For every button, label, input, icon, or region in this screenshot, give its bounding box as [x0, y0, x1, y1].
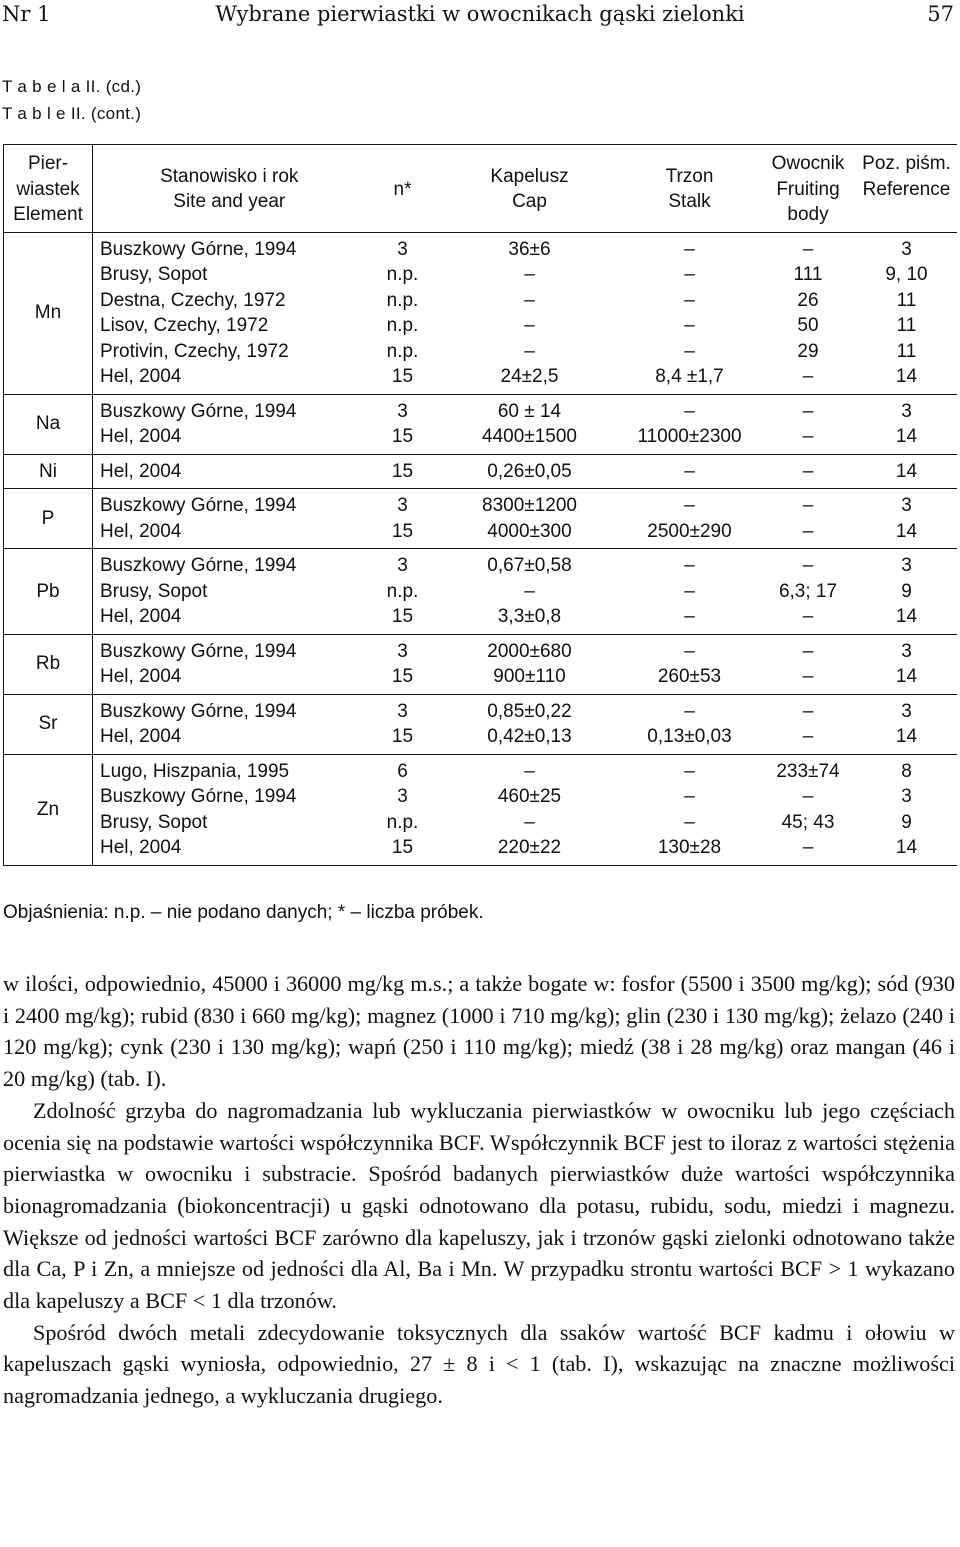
header-cap: Kapelusz Cap — [440, 145, 620, 233]
cell-value: – — [684, 400, 695, 422]
cell-value: – — [684, 640, 695, 662]
cell-value: 24±2,5 — [500, 366, 559, 387]
element-cell: Ni — [4, 454, 93, 489]
cell-value: 3,3±0,8 — [497, 606, 562, 627]
cell-value: Brusy, Sopot — [100, 811, 208, 833]
cell-value: 3 — [901, 495, 912, 516]
reference-cell — [857, 454, 957, 489]
cell-value: 11000±2300 — [637, 426, 742, 447]
cell-value: – — [524, 315, 535, 336]
cap-cell — [440, 694, 620, 754]
fruiting-body-cell — [760, 454, 857, 489]
cell-value: Brusy, Sopot — [100, 264, 208, 285]
cell-value: 4400±1500 — [482, 426, 577, 447]
fruiting-body-cell — [760, 489, 857, 549]
cell-value: – — [684, 264, 695, 285]
site-cell — [93, 489, 366, 549]
page-number: 57 — [927, 2, 954, 26]
cell-value: – — [802, 700, 814, 722]
cell-value: 3 — [397, 400, 408, 422]
cell-value: – — [684, 760, 695, 782]
cell-value: 3 — [397, 238, 408, 260]
cell-value: 14 — [895, 606, 918, 627]
cell-value: Hel, 2004 — [100, 520, 182, 542]
cell-value: 3 — [397, 640, 408, 662]
cell-value: – — [684, 495, 695, 516]
element-cell: Mn — [4, 232, 93, 394]
fruiting-body-cell — [760, 634, 857, 694]
cell-value: 3 — [901, 555, 912, 576]
n-cell — [366, 634, 440, 694]
cell-value: Lugo, Hiszpania, 1995 — [100, 760, 290, 782]
cell-value: 15 — [391, 520, 414, 542]
reference-cell — [857, 394, 957, 454]
cell-value: 3 — [901, 400, 912, 422]
n-cell — [366, 694, 440, 754]
cell-value: 900±110 — [493, 666, 566, 687]
stalk-cell — [620, 489, 760, 549]
stalk-cell — [620, 549, 760, 635]
cell-value: Hel, 2004 — [100, 366, 182, 387]
cell-value: Hel, 2004 — [100, 666, 182, 687]
cell-value: – — [802, 426, 814, 447]
cell-value: 9 — [901, 580, 912, 602]
cell-value: Brusy, Sopot — [100, 580, 208, 602]
table-caption-en: T a b l e II. (cont.) — [2, 104, 142, 123]
cell-value: – — [802, 786, 814, 807]
cell-value: 9, 10 — [885, 264, 928, 285]
cell-value: 14 — [895, 520, 918, 542]
cell-value: 45; 43 — [781, 811, 835, 833]
cell-value: Hel, 2004 — [100, 460, 182, 482]
cap-cell — [440, 549, 620, 635]
table-row — [4, 394, 957, 454]
cell-value: 8,4 ±1,7 — [655, 366, 724, 387]
cell-value: 11 — [896, 289, 917, 311]
cell-value: 15 — [391, 366, 414, 387]
table-row — [4, 232, 957, 394]
cell-value: 11 — [896, 315, 917, 336]
cell-value: Destna, Czechy, 1972 — [100, 289, 286, 311]
cell-value: – — [524, 580, 535, 602]
n-cell — [366, 489, 440, 549]
header-reference: Poz. piśm. Reference — [857, 145, 957, 233]
cell-value: n.p. — [386, 340, 419, 362]
cell-value: – — [802, 640, 814, 662]
cell-value: 0,42±0,13 — [487, 726, 572, 747]
reference-cell — [857, 634, 957, 694]
cell-value: 3 — [397, 555, 408, 576]
cell-value: 60 ± 14 — [497, 400, 562, 422]
table-notes: Objaśnienia: n.p. – nie podano danych; * – liczba próbek. — [3, 902, 484, 923]
cell-value: 0,85±0,22 — [487, 700, 572, 722]
cell-value: 26 — [797, 289, 819, 311]
fruiting-body-cell — [760, 232, 857, 394]
cell-value: 260±53 — [657, 666, 722, 687]
header-stalk: Trzon Stalk — [620, 145, 760, 233]
cell-value: 14 — [895, 666, 918, 687]
fruiting-body-cell — [760, 394, 857, 454]
cell-value: 130±28 — [657, 837, 722, 858]
cell-value: 15 — [391, 460, 414, 482]
reference-cell — [857, 754, 957, 865]
stalk-cell — [620, 232, 760, 394]
cell-value: 3 — [901, 786, 912, 807]
cell-value: – — [802, 606, 814, 627]
cell-value: Buszkowy Górne, 1994 — [100, 555, 297, 576]
cell-value: 15 — [391, 426, 414, 447]
cell-value: 6,3; 17 — [778, 580, 838, 602]
cell-value: – — [802, 400, 814, 422]
cell-value: 36±6 — [508, 238, 551, 260]
header-site: Stanowisko i rok Site and year — [93, 145, 366, 233]
cell-value: n.p. — [386, 289, 419, 311]
cap-cell — [440, 394, 620, 454]
element-cell: Zn — [4, 754, 93, 865]
cap-cell — [440, 232, 620, 394]
paragraph: w ilości, odpowiednio, 45000 i 36000 mg/kg m.s.; a także bogate w: fosfor (5500 i 3500 mg/kg); sód (930 i 2400 mg/kg); rubid (830 i 660 mg/kg); magnez (1000 i 710 mg/kg); glin (230 i 130 mg/kg); żelazo (240 i 120 mg/kg); cynk (230 i 130 mg/kg); wapń (250 i 110 mg/kg); miedź (38 i 28 mg/kg) oraz mangan (46 i 20 mg/kg) (tab. I). — [3, 971, 955, 1092]
table-row — [4, 694, 957, 754]
cell-value: – — [684, 460, 695, 482]
stalk-cell — [620, 754, 760, 865]
cell-value: 6 — [397, 760, 408, 782]
stalk-cell — [620, 634, 760, 694]
site-cell — [93, 754, 366, 865]
cell-value: – — [684, 289, 695, 311]
site-cell — [93, 549, 366, 635]
paragraph: Spośród dwóch metali zdecydowanie toksycznych dla ssaków wartość BCF kadmu i ołowiu w kapeluszach gąski wyniosła, odpowiednio, 27 ± 8 i < 1 (tab. I), wskazując na znaczne możliwości nagromadzania jednego, a wykluczania drugiego. — [3, 1319, 955, 1409]
header-n: n* — [366, 145, 440, 233]
cell-value: Hel, 2004 — [100, 837, 182, 858]
stalk-cell — [620, 454, 760, 489]
cell-value: – — [684, 811, 695, 833]
cell-value: 2000±680 — [487, 640, 572, 662]
running-title: Wybrane pierwiastki w owocnikach gąski zielonki — [215, 2, 745, 26]
issue-number: Nr 1 — [2, 2, 51, 26]
table-header-row — [4, 145, 957, 233]
paragraph: Zdolność grzyba do nagromadzania lub wykluczania pierwiastków w owocniku lub jego częściach ocenia się na podstawie wartości współczynnika BCF. Współczynnik BCF jest to iloraz z wartości stężenia pierwiastka w owocniku i substracie. Spośród badanych pierwiastków duże wartości współczynnika bionagromadzania (biokoncentracji) u gąski odnotowano dla potasu, rubidu, sodu, miedzi i magnezu. Większe od jedności wartości BCF zarówno dla kapeluszy, jak i trzonów gąski zielonki odnotowano także dla Ca, P i Zn, a mniejsze od jedności dla Al, Ba i Mn. W przypadku strontu wartości BCF > 1 wykazano dla kapeluszy a BCF < 1 dla trzonów. — [3, 1097, 955, 1314]
cell-value: Lisov, Czechy, 1972 — [100, 315, 269, 336]
table-row — [4, 489, 957, 549]
cell-value: Hel, 2004 — [100, 426, 182, 447]
cell-value: – — [684, 555, 695, 576]
n-cell — [366, 232, 440, 394]
cell-value: Protivin, Czechy, 1972 — [100, 340, 289, 362]
reference-cell — [857, 232, 957, 394]
cell-value: – — [684, 580, 695, 602]
cell-value: 8 — [901, 760, 912, 782]
header-element: Pier- wiastek Element — [4, 145, 93, 233]
cell-value: – — [802, 366, 814, 387]
site-cell — [93, 454, 366, 489]
running-header — [0, 2, 960, 32]
cell-value: 3 — [901, 700, 912, 722]
cell-value: 15 — [391, 666, 414, 687]
n-cell — [366, 394, 440, 454]
cell-value: – — [684, 700, 695, 722]
cell-value: – — [802, 837, 814, 858]
cap-cell — [440, 454, 620, 489]
table-body — [4, 232, 957, 865]
element-cell: Pb — [4, 549, 93, 635]
cell-value: 3 — [901, 238, 912, 260]
site-cell — [93, 232, 366, 394]
cell-value: – — [684, 340, 695, 362]
table-row — [4, 754, 957, 865]
data-table-wrapper — [3, 144, 956, 866]
table-caption-pl: T a b e l a II. (cd.) — [2, 77, 142, 96]
body-text — [3, 968, 955, 1412]
header-fruiting-body: Owocnik Fruiting body — [760, 145, 857, 233]
cell-value: 460±25 — [497, 786, 562, 807]
cell-value: 11 — [896, 340, 917, 362]
cell-value: 29 — [797, 340, 819, 362]
cell-value: Hel, 2004 — [100, 606, 182, 627]
cell-value: Buszkowy Górne, 1994 — [100, 786, 297, 807]
element-concentration-table — [3, 144, 957, 866]
stalk-cell — [620, 694, 760, 754]
stalk-cell — [620, 394, 760, 454]
cell-value: 15 — [391, 726, 414, 747]
cell-value: – — [802, 238, 814, 260]
table-row — [4, 634, 957, 694]
element-cell: Rb — [4, 634, 93, 694]
cell-value: Buszkowy Górne, 1994 — [100, 640, 297, 662]
cell-value: 14 — [895, 366, 918, 387]
cell-value: 0,13±0,03 — [647, 726, 732, 747]
site-cell — [93, 634, 366, 694]
table-row — [4, 549, 957, 635]
cell-value: – — [524, 289, 535, 311]
cell-value: – — [524, 340, 535, 362]
cell-value: – — [802, 726, 814, 747]
cell-value: 50 — [797, 315, 819, 336]
cell-value: Buszkowy Górne, 1994 — [100, 400, 297, 422]
cell-value: – — [684, 606, 695, 627]
reference-cell — [857, 489, 957, 549]
cell-value: – — [524, 811, 535, 833]
fruiting-body-cell — [760, 549, 857, 635]
cell-value: 9 — [901, 811, 912, 833]
cell-value: 8300±1200 — [482, 495, 577, 516]
n-cell — [366, 454, 440, 489]
cell-value: – — [802, 460, 814, 482]
site-cell — [93, 694, 366, 754]
cell-value: 0,26±0,05 — [487, 460, 572, 482]
cell-value: n.p. — [386, 315, 419, 336]
cap-cell — [440, 754, 620, 865]
cap-cell — [440, 634, 620, 694]
cell-value: Buszkowy Górne, 1994 — [100, 700, 297, 722]
cell-value: 15 — [391, 606, 414, 627]
cell-value: 3 — [901, 640, 912, 662]
cell-value: 3 — [397, 495, 408, 516]
cell-value: 220±22 — [497, 837, 562, 858]
reference-cell — [857, 694, 957, 754]
site-cell — [93, 394, 366, 454]
cell-value: 3 — [397, 700, 408, 722]
cell-value: 233±74 — [776, 760, 840, 782]
cell-value: – — [684, 315, 695, 336]
cell-value: n.p. — [386, 580, 419, 602]
cell-value: – — [802, 555, 814, 576]
cell-value: – — [802, 495, 814, 516]
cell-value: 4000±300 — [487, 520, 572, 542]
cell-value: Buszkowy Górne, 1994 — [100, 238, 297, 260]
element-cell: Sr — [4, 694, 93, 754]
element-cell: P — [4, 489, 93, 549]
cell-value: Hel, 2004 — [100, 726, 182, 747]
cell-value: 15 — [391, 837, 414, 858]
cell-value: 3 — [397, 786, 408, 807]
cell-value: – — [802, 520, 814, 542]
cell-value: – — [524, 264, 535, 285]
table-row — [4, 454, 957, 489]
cell-value: 14 — [895, 837, 918, 858]
cell-value: 14 — [895, 426, 918, 447]
n-cell — [366, 549, 440, 635]
cell-value: 14 — [895, 726, 918, 747]
cap-cell — [440, 489, 620, 549]
fruiting-body-cell — [760, 694, 857, 754]
cell-value: – — [684, 238, 695, 260]
n-cell — [366, 754, 440, 865]
cell-value: 0,67±0,58 — [487, 555, 572, 576]
fruiting-body-cell — [760, 754, 857, 865]
cell-value: – — [684, 786, 695, 807]
cell-value: 2500±290 — [647, 520, 732, 542]
element-cell: Na — [4, 394, 93, 454]
cell-value: – — [524, 760, 535, 782]
cell-value: n.p. — [386, 811, 419, 833]
cell-value: 111 — [793, 264, 823, 285]
cell-value: Buszkowy Górne, 1994 — [100, 495, 297, 516]
reference-cell — [857, 549, 957, 635]
cell-value: n.p. — [386, 264, 419, 285]
cell-value: 14 — [895, 460, 918, 482]
cell-value: – — [802, 666, 814, 687]
